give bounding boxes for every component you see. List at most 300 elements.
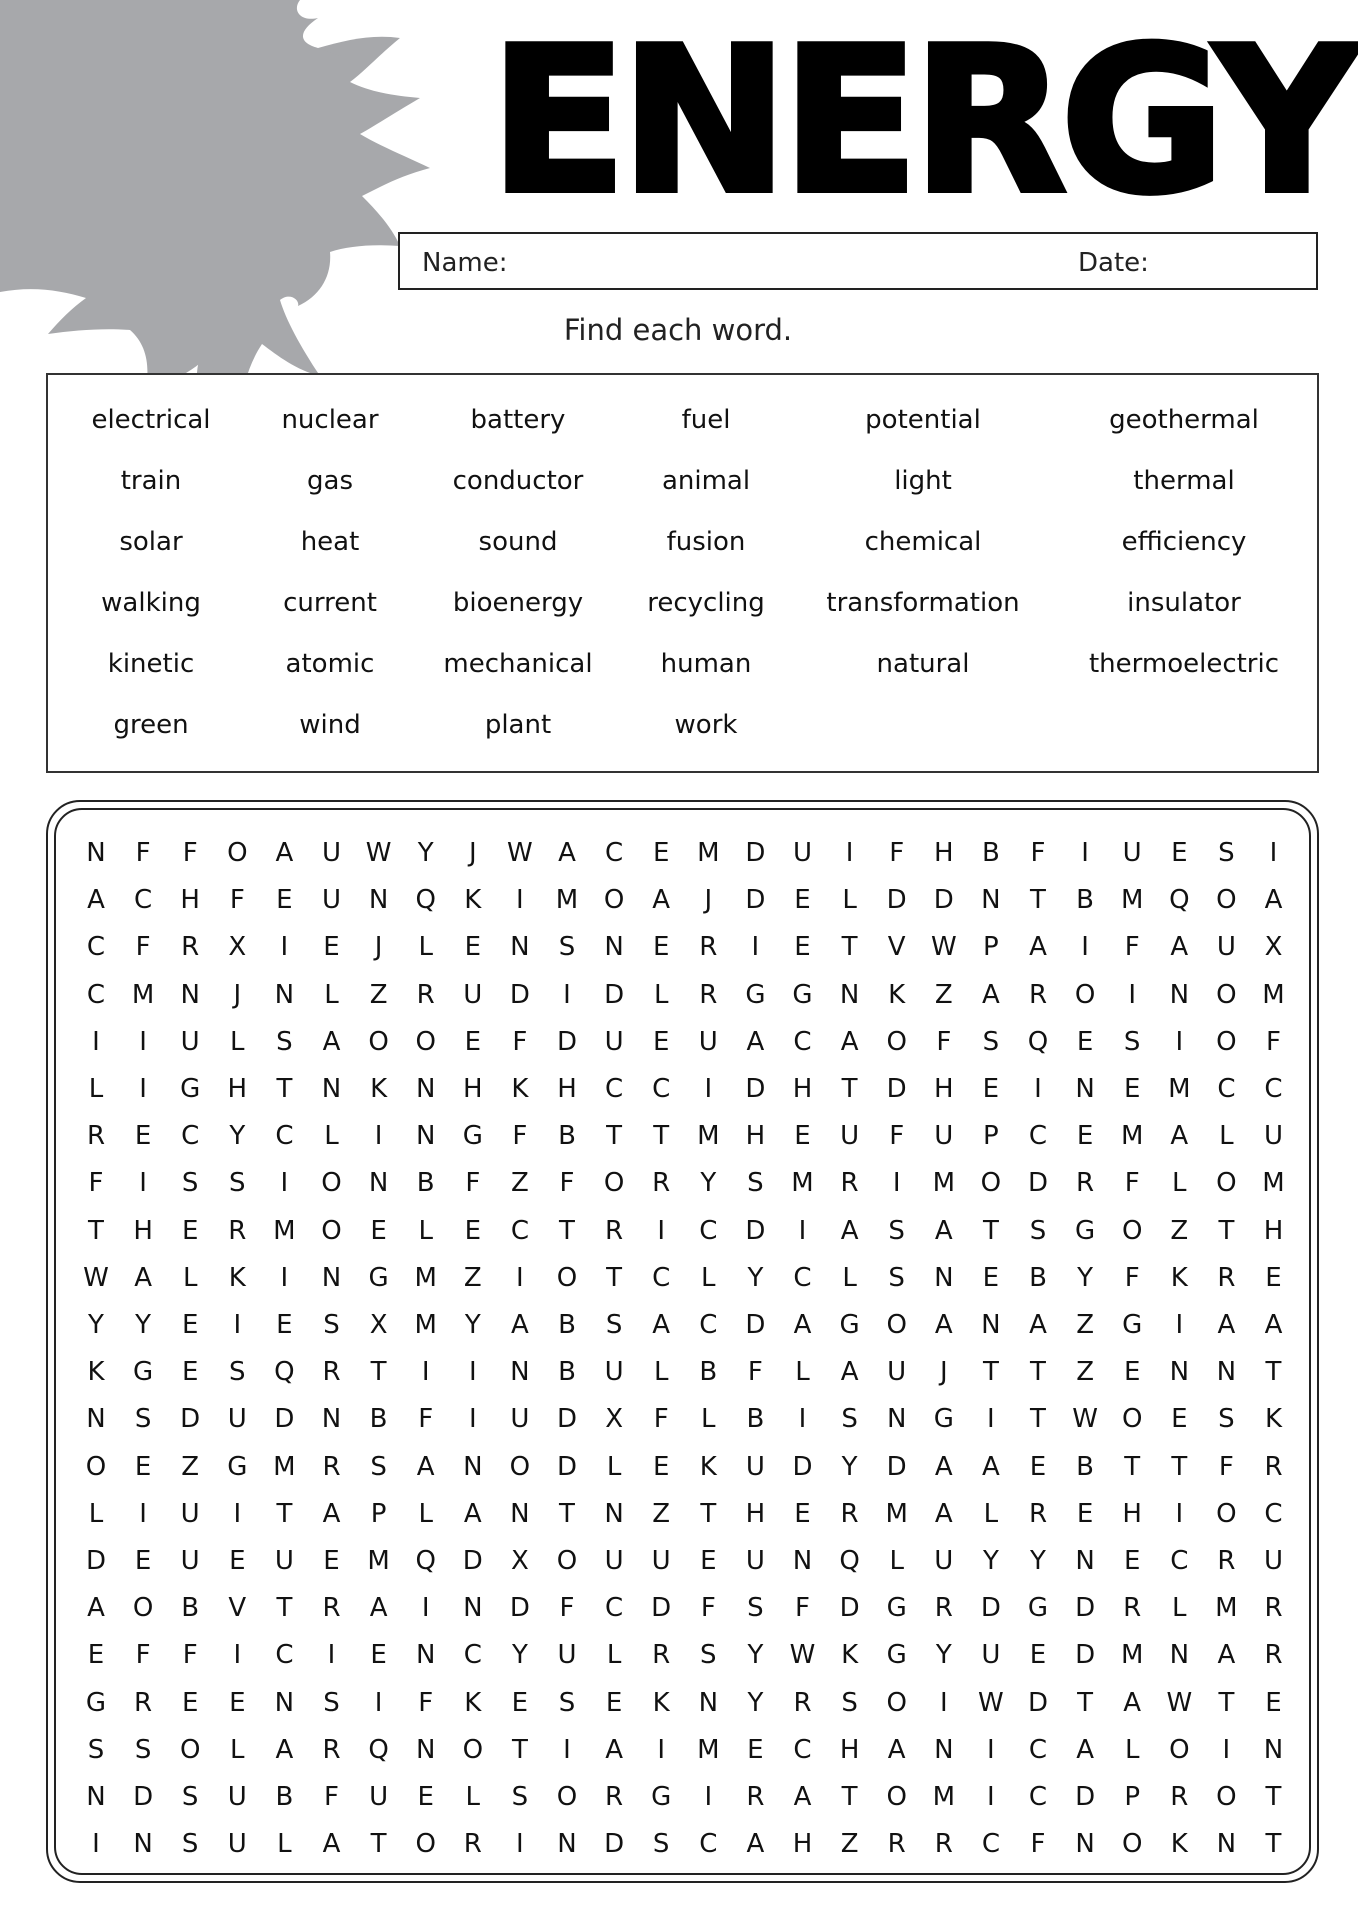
grid-letter: C xyxy=(1217,1074,1236,1104)
grid-letter: A xyxy=(1123,1687,1142,1718)
grid-letter: E xyxy=(323,932,340,963)
grid-letter: N xyxy=(934,1734,954,1765)
grid-letter: G xyxy=(1122,1310,1143,1340)
grid-letter: C xyxy=(605,838,624,868)
grid-letter: W xyxy=(507,838,533,868)
grid-letter: R xyxy=(746,1782,765,1812)
grid-letter: I xyxy=(1269,838,1278,868)
grid-letter: O xyxy=(1216,979,1237,1010)
grid-letter: C xyxy=(793,1026,812,1057)
grid-letter: C xyxy=(652,1262,671,1293)
grid-letter: Z xyxy=(1076,1357,1094,1388)
grid-letter: W xyxy=(365,838,392,868)
grid-letter: E xyxy=(1123,1357,1141,1388)
grid-letter: T xyxy=(1265,1782,1282,1812)
grid-letter: I xyxy=(751,932,760,963)
grid-letter: T xyxy=(370,1357,387,1388)
grid-letter: O xyxy=(179,1734,201,1765)
word-bank-item: human xyxy=(660,649,752,679)
grid-letter: E xyxy=(417,1782,434,1812)
grid-letter: E xyxy=(794,932,811,963)
grid-letter: L xyxy=(230,1734,245,1765)
grid-letter: H xyxy=(133,1215,153,1246)
grid-letter: T xyxy=(700,1498,717,1529)
grid-letter: I xyxy=(233,1310,242,1340)
grid-letter: U xyxy=(745,1451,765,1482)
grid-letter: S xyxy=(1029,1215,1047,1246)
grid-letter: K xyxy=(511,1074,529,1104)
grid-letter: A xyxy=(840,1215,859,1246)
grid-letter: I xyxy=(563,979,571,1010)
grid-letter: E xyxy=(1123,1074,1141,1104)
grid-letter: D xyxy=(745,838,766,868)
grid-letter: M xyxy=(1120,1121,1144,1152)
grid-letter: E xyxy=(652,932,670,963)
grid-letter: R xyxy=(840,1168,859,1199)
grid-letter: A xyxy=(463,1498,482,1529)
word-bank-item: nuclear xyxy=(281,405,379,435)
name-date-box xyxy=(398,232,1318,290)
grid-letter: N xyxy=(274,1687,295,1718)
grid-letter: B xyxy=(558,1121,576,1152)
grid-letter: N xyxy=(557,1829,577,1860)
grid-letter: F xyxy=(88,1168,104,1199)
grid-letter: K xyxy=(464,885,482,916)
grid-letter: L xyxy=(324,979,339,1010)
grid-letter: O xyxy=(886,1026,907,1057)
grid-letter: N xyxy=(86,1782,106,1812)
grid-letter: C xyxy=(605,1593,624,1624)
grid-letter: A xyxy=(1076,1734,1094,1765)
grid-letter: A xyxy=(87,885,105,916)
grid-letter: R xyxy=(1264,1640,1283,1671)
grid-letter: I xyxy=(1175,1026,1184,1057)
grid-letter: E xyxy=(652,1451,670,1482)
grid-letter: G xyxy=(1027,1593,1049,1624)
grid-letter: R xyxy=(1076,1168,1095,1199)
grid-letter: D xyxy=(462,1546,483,1576)
grid-letter: N xyxy=(886,1404,907,1435)
grid-letter: T xyxy=(559,1215,575,1246)
grid-letter: F xyxy=(1218,1451,1234,1482)
grid-letter: K xyxy=(699,1451,717,1482)
word-bank-item: thermoelectric xyxy=(1088,649,1280,679)
grid-letter: T xyxy=(606,1262,623,1293)
grid-letter: T xyxy=(88,1215,104,1246)
grid-letter: D xyxy=(85,1546,107,1576)
grid-letter: A xyxy=(981,1451,1000,1482)
grid-letter: E xyxy=(605,1687,623,1718)
grid-letter: A xyxy=(1264,885,1283,916)
grid-letter: W xyxy=(789,1640,816,1671)
grid-letter: Y xyxy=(511,1640,528,1671)
grid-letter: A xyxy=(369,1593,388,1624)
grid-letter: K xyxy=(87,1357,105,1388)
grid-letter: R xyxy=(934,1593,953,1624)
grid-letter: O xyxy=(556,1262,578,1293)
grid-letter: O xyxy=(980,1168,1002,1199)
grid-letter: S xyxy=(982,1026,1000,1057)
grid-letter: E xyxy=(794,1121,811,1152)
grid-letter: F xyxy=(465,1168,481,1199)
grid-letter: U xyxy=(180,1498,200,1529)
grid-letter: C xyxy=(981,1829,1000,1860)
grid-letter: R xyxy=(605,1215,624,1246)
grid-letter: O xyxy=(1121,1404,1143,1435)
grid-letter: I xyxy=(798,1404,807,1435)
grid-letter: T xyxy=(1171,1451,1188,1482)
grid-letter: A xyxy=(605,1734,623,1765)
grid-letter: D xyxy=(509,979,530,1010)
grid-letter: U xyxy=(321,838,342,868)
grid-letter: Y xyxy=(935,1640,952,1671)
grid-letter: E xyxy=(1076,1026,1094,1057)
word-bank-item: wind xyxy=(299,710,361,740)
grid-letter: R xyxy=(416,979,435,1010)
grid-letter: T xyxy=(1030,1357,1046,1388)
grid-letter: U xyxy=(1263,1546,1284,1576)
grid-letter: E xyxy=(464,1215,482,1246)
grid-letter: B xyxy=(416,1168,435,1199)
grid-letter: S xyxy=(841,1687,858,1718)
grid-letter: M xyxy=(1120,1640,1144,1671)
grid-letter: Z xyxy=(840,1829,859,1860)
grid-letter: A xyxy=(934,1215,953,1246)
grid-letter: R xyxy=(1217,1546,1236,1576)
grid-letter: M xyxy=(367,1546,390,1576)
grid-letter: N xyxy=(792,1546,813,1576)
grid-letter: G xyxy=(651,1782,672,1812)
grid-letter: I xyxy=(1081,838,1089,868)
grid-letter: G xyxy=(792,979,813,1010)
grid-letter: S xyxy=(888,1262,905,1293)
grid-letter: G xyxy=(133,1357,154,1388)
grid-letter: I xyxy=(1175,1310,1184,1340)
grid-letter: U xyxy=(227,1829,247,1860)
grid-letter: I xyxy=(139,1168,147,1199)
grid-letter: A xyxy=(1029,1310,1047,1340)
grid-letter: Y xyxy=(88,1310,104,1340)
grid-letter: E xyxy=(982,1262,1000,1293)
grid-letter: D xyxy=(886,885,907,916)
grid-letter: L xyxy=(606,1451,622,1482)
word-bank-item: fusion xyxy=(666,527,746,557)
grid-letter: N xyxy=(1169,1357,1190,1388)
grid-letter: I xyxy=(280,932,289,963)
grid-letter: R xyxy=(181,932,200,963)
grid-letter: O xyxy=(462,1734,484,1765)
grid-letter: V xyxy=(228,1593,247,1624)
grid-letter: O xyxy=(603,1168,625,1199)
grid-letter: I xyxy=(563,1734,571,1765)
grid-letter: S xyxy=(323,1687,340,1718)
grid-letter: U xyxy=(227,1782,247,1812)
grid-letter: W xyxy=(1166,1687,1193,1718)
grid-letter: D xyxy=(1027,1168,1049,1199)
grid-letter: U xyxy=(887,1357,907,1388)
grid-letter: H xyxy=(557,1074,577,1104)
grid-letter: Z xyxy=(369,979,388,1010)
word-bank-item: light xyxy=(894,466,952,496)
grid-letter: O xyxy=(1074,979,1096,1010)
grid-letter: U xyxy=(463,979,483,1010)
grid-letter: C xyxy=(605,1074,624,1104)
grid-letter: U xyxy=(604,1026,624,1057)
grid-letter: Y xyxy=(700,1168,717,1199)
grid-letter: Y xyxy=(1077,1262,1094,1293)
grid-letter: E xyxy=(511,1687,529,1718)
grid-letter: U xyxy=(510,1404,530,1435)
grid-letter: M xyxy=(697,1121,720,1152)
grid-letter: D xyxy=(180,1404,201,1435)
grid-letter: R xyxy=(887,1829,906,1860)
grid-letter: O xyxy=(1121,1829,1143,1860)
grid-letter: S xyxy=(229,1168,246,1199)
grid-letter: F xyxy=(418,1687,434,1718)
grid-letter: A xyxy=(322,1829,341,1860)
grid-letter: C xyxy=(86,979,106,1010)
grid-letter: E xyxy=(134,1121,152,1152)
grid-letter: U xyxy=(557,1640,577,1671)
grid-letter: E xyxy=(652,838,670,868)
letter-grid xyxy=(54,808,1311,1875)
grid-letter: H xyxy=(934,838,954,868)
grid-letter: F xyxy=(1030,1829,1046,1860)
grid-letter: T xyxy=(1124,1451,1141,1482)
grid-letter: T xyxy=(276,1498,293,1529)
grid-letter: D xyxy=(274,1404,295,1435)
word-bank-item: insulator xyxy=(1127,588,1241,618)
grid-letter: F xyxy=(182,838,198,868)
sun-decoration xyxy=(0,0,430,412)
grid-letter: B xyxy=(1076,885,1095,916)
word-bank-item: sound xyxy=(478,527,558,557)
grid-letter: I xyxy=(892,1168,901,1199)
grid-letter: I xyxy=(516,885,524,916)
grid-letter: C xyxy=(1028,1734,1048,1765)
grid-letter: E xyxy=(276,1310,293,1340)
grid-letter: T xyxy=(1218,1215,1235,1246)
word-bank-item: work xyxy=(674,710,738,740)
grid-letter: A xyxy=(934,1498,953,1529)
grid-letter: R xyxy=(1264,1593,1283,1624)
grid-letter: N xyxy=(463,1593,483,1624)
grid-letter: O xyxy=(1216,1498,1237,1529)
grid-letter: I xyxy=(1222,1734,1231,1765)
grid-letter: N xyxy=(180,979,200,1010)
grid-letter: C xyxy=(181,1121,200,1152)
grid-letter: B xyxy=(181,1593,200,1624)
grid-letter: N xyxy=(321,1262,342,1293)
grid-letter: W xyxy=(930,932,957,963)
grid-letter: I xyxy=(516,1829,524,1860)
grid-letter: C xyxy=(699,1215,718,1246)
grid-letter: C xyxy=(1028,1121,1048,1152)
grid-letter: E xyxy=(229,1546,246,1576)
grid-letter: Y xyxy=(747,1687,764,1718)
grid-letter: I xyxy=(233,1498,242,1529)
word-bank-item: electrical xyxy=(91,405,211,435)
grid-letter: T xyxy=(841,1782,858,1812)
grid-letter: F xyxy=(1124,1262,1140,1293)
grid-letter: Z xyxy=(463,1262,482,1293)
grid-letter: B xyxy=(699,1357,718,1388)
grid-letter: O xyxy=(415,1026,436,1057)
grid-letter: Q xyxy=(274,1357,295,1388)
grid-letter: U xyxy=(604,1357,624,1388)
grid-letter: E xyxy=(1265,1687,1282,1718)
grid-letter: T xyxy=(841,1074,858,1104)
grid-letter: Z xyxy=(652,1498,671,1529)
grid-letter: N xyxy=(463,1451,483,1482)
grid-letter: F xyxy=(889,1121,905,1152)
grid-letter: N xyxy=(86,1404,106,1435)
grid-letter: F xyxy=(747,1357,763,1388)
grid-letter: O xyxy=(886,1310,907,1340)
grid-letter: Q xyxy=(839,1546,860,1576)
grid-letter: M xyxy=(697,1734,720,1765)
grid-letter: Z xyxy=(1170,1215,1189,1246)
grid-letter: I xyxy=(798,1215,807,1246)
grid-letter: T xyxy=(559,1498,575,1529)
grid-letter: S xyxy=(1218,838,1235,868)
page-title: ENERGY xyxy=(490,5,1354,238)
grid-letter: D xyxy=(604,1829,625,1860)
grid-letter: G xyxy=(886,1640,907,1671)
grid-letter: G xyxy=(462,1121,483,1152)
grid-letter: A xyxy=(793,1310,812,1340)
grid-letter: N xyxy=(86,838,106,868)
grid-letter: B xyxy=(275,1782,294,1812)
grid-letter: H xyxy=(792,1829,813,1860)
grid-letter: S xyxy=(1123,1026,1141,1057)
grid-letter: R xyxy=(322,1593,341,1624)
grid-letter: S xyxy=(652,1829,670,1860)
grid-letter: E xyxy=(134,1546,152,1576)
grid-letter: O xyxy=(556,1782,578,1812)
grid-letter: N xyxy=(368,1168,389,1199)
grid-letter: A xyxy=(275,1734,294,1765)
grid-letter: R xyxy=(1028,1498,1048,1529)
grid-letter: M xyxy=(131,979,155,1010)
grid-letter: U xyxy=(698,1026,718,1057)
grid-letter: O xyxy=(368,1026,389,1057)
grid-letter: B xyxy=(1029,1262,1047,1293)
grid-letter: U xyxy=(274,1546,294,1576)
grid-letter: O xyxy=(1216,1026,1237,1057)
grid-letter: Z xyxy=(934,979,953,1010)
grid-letter: I xyxy=(704,1782,713,1812)
word-bank-item: current xyxy=(283,588,377,618)
grid-letter: P xyxy=(370,1498,387,1529)
grid-letter: N xyxy=(934,1262,954,1293)
grid-letter: M xyxy=(697,838,720,868)
word-bank-item: animal xyxy=(661,466,751,496)
grid-letter: E xyxy=(794,885,811,916)
grid-letter: C xyxy=(134,885,153,916)
grid-letter: F xyxy=(1030,838,1046,868)
grid-letter: N xyxy=(415,1121,436,1152)
grid-letter: W xyxy=(83,1262,109,1293)
grid-letter: O xyxy=(1216,1782,1237,1812)
word-bank-item: walking xyxy=(101,588,201,618)
grid-letter: S xyxy=(323,1310,340,1340)
grid-letter: F xyxy=(559,1168,575,1199)
grid-letter: U xyxy=(180,1546,200,1576)
grid-letter: P xyxy=(983,932,999,963)
grid-letter: T xyxy=(982,1357,999,1388)
grid-letter: E xyxy=(1029,1640,1047,1671)
grid-letter: R xyxy=(228,1215,247,1246)
grid-letter: S xyxy=(747,1168,764,1199)
grid-letter: H xyxy=(839,1734,860,1765)
grid-letter: I xyxy=(374,1121,383,1152)
grid-letter: E xyxy=(134,1451,152,1482)
grid-letter: M xyxy=(273,1451,296,1482)
grid-letter: H xyxy=(745,1121,766,1152)
grid-letter: F xyxy=(936,1026,952,1057)
date-label: Date: xyxy=(1078,248,1149,278)
grid-letter: U xyxy=(604,1546,624,1576)
grid-letter: H xyxy=(745,1498,766,1529)
grid-letter: N xyxy=(1075,1074,1095,1104)
grid-letter: D xyxy=(980,1593,1001,1624)
grid-letter: M xyxy=(932,1782,956,1812)
word-bank xyxy=(46,373,1319,773)
grid-letter: M xyxy=(555,885,579,916)
grid-letter: A xyxy=(793,1782,812,1812)
grid-letter: Y xyxy=(417,838,434,868)
grid-letter: I xyxy=(92,1829,100,1860)
grid-letter: R xyxy=(86,1121,106,1152)
grid-letter: I xyxy=(468,1404,477,1435)
grid-letter: F xyxy=(135,838,151,868)
word-bank-item: gas xyxy=(307,466,353,496)
grid-letter: E xyxy=(87,1640,105,1671)
grid-letter: O xyxy=(886,1687,907,1718)
name-label: Name: xyxy=(422,248,508,278)
grid-letter: N xyxy=(1169,979,1190,1010)
grid-letter: E xyxy=(181,1310,199,1340)
grid-letter: E xyxy=(1171,838,1188,868)
grid-letter: S xyxy=(1218,1404,1235,1435)
grid-letter: I xyxy=(139,1498,147,1529)
grid-letter: C xyxy=(1264,1074,1283,1104)
word-bank-item: train xyxy=(120,466,182,496)
grid-letter: F xyxy=(889,838,905,868)
grid-letter: S xyxy=(181,1168,199,1199)
grid-letter: T xyxy=(841,932,858,963)
grid-letter: D xyxy=(604,979,625,1010)
instructions: Find each word. xyxy=(563,313,793,347)
grid-letter: D xyxy=(651,1593,672,1624)
grid-letter: T xyxy=(982,1215,999,1246)
grid-letter: I xyxy=(139,1026,147,1057)
word-bank-item: fuel xyxy=(681,405,731,435)
grid-letter: R xyxy=(134,1687,153,1718)
word-bank-item: plant xyxy=(484,710,552,740)
grid-letter: L xyxy=(1219,1121,1234,1152)
grid-letter: L xyxy=(606,1640,622,1671)
grid-letter: D xyxy=(556,1451,578,1482)
grid-letter: E xyxy=(323,1546,340,1576)
grid-letter: M xyxy=(1168,1074,1191,1104)
grid-letter: N xyxy=(274,979,295,1010)
grid-letter: I xyxy=(1175,1498,1184,1529)
grid-letter: I xyxy=(1081,932,1089,963)
grid-letter: N xyxy=(415,1074,436,1104)
grid-letter: L xyxy=(653,1357,669,1388)
